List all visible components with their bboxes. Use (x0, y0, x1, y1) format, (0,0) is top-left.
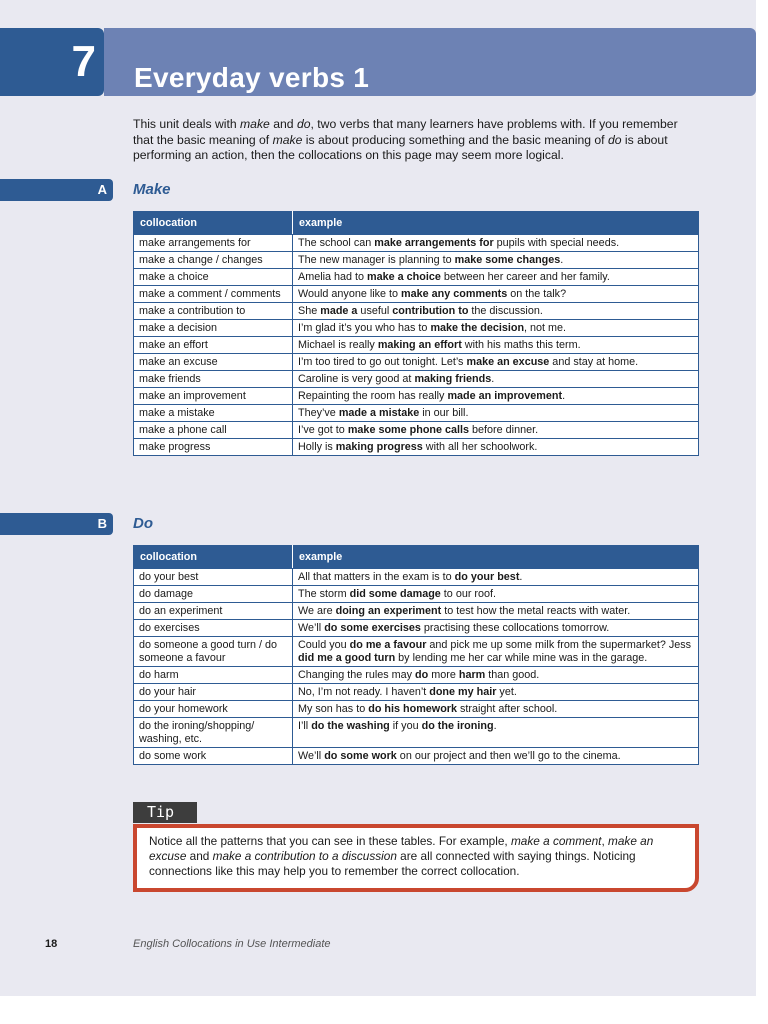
text-run: between her career and her family. (440, 271, 610, 283)
collocation-cell: do your hair (134, 684, 293, 701)
example-cell (293, 252, 699, 269)
table-row (134, 371, 699, 388)
table-row (134, 269, 699, 286)
text-run: Caroline is very good at (298, 373, 415, 385)
text-run: , two verbs that many learners have problems with. If you remember that the basic meaning of (133, 117, 678, 147)
collocation-cell: make an effort (134, 337, 293, 354)
example-cell (293, 603, 699, 620)
table-row (134, 439, 699, 456)
example-cell (293, 620, 699, 637)
collocation-cell: make a contribution to (134, 303, 293, 320)
example-cell (293, 667, 699, 684)
text-run: They’ve (298, 407, 339, 419)
collocation-cell: make an excuse (134, 354, 293, 371)
bold-text: made a mistake (338, 407, 420, 419)
text-run: and (186, 849, 213, 863)
text-run: Could you (298, 639, 350, 651)
text-run: straight after school. (457, 703, 558, 715)
example-cell (293, 320, 699, 337)
intro-paragraph (133, 117, 699, 164)
bold-text: did some damage (349, 588, 441, 600)
section-b-title: Do (133, 515, 153, 532)
text-run: I’ve got to (298, 424, 348, 436)
example-cell (293, 718, 699, 748)
text-run: . (519, 571, 523, 583)
text-run: We’ll (298, 622, 325, 634)
text-run: if you (389, 720, 422, 732)
table-row (134, 388, 699, 405)
text-run: Michael is really (298, 339, 378, 351)
tip-box (133, 824, 699, 892)
text-run: practising these collocations tomorrow. (420, 622, 610, 634)
bold-text: making an effort (377, 339, 462, 351)
text-run: to our roof. (440, 588, 497, 600)
collocation-cell: do some work (134, 748, 293, 765)
bold-text: do (415, 669, 429, 681)
table-row (134, 422, 699, 439)
example-cell (293, 569, 699, 586)
collocation-cell: make friends (134, 371, 293, 388)
collocation-cell: make a phone call (134, 422, 293, 439)
text-run: by lending me her car while mine was in the garage. (395, 652, 648, 664)
tip-label: Tip (133, 802, 197, 823)
text-run: . (491, 373, 495, 385)
bold-text: do me a favour (349, 639, 427, 651)
bold-text: do your best (454, 571, 520, 583)
table-row (134, 667, 699, 684)
table-row (134, 620, 699, 637)
table-row (134, 337, 699, 354)
example-cell (293, 748, 699, 765)
bold-text: made an improvement (447, 390, 563, 402)
text-run: We’ll (298, 750, 325, 762)
table-row (134, 684, 699, 701)
collocation-cell: do harm (134, 667, 293, 684)
title-bar (104, 28, 756, 96)
collocation-cell: make a change / changes (134, 252, 293, 269)
bold-text: make some phone calls (347, 424, 470, 436)
example-cell (293, 388, 699, 405)
bold-text: make an excuse (466, 356, 550, 368)
italic-text: do (296, 117, 311, 131)
table-row (134, 405, 699, 422)
collocation-cell: do your homework (134, 701, 293, 718)
text-run: than good. (485, 669, 540, 681)
text-run: pupils with special needs. (493, 237, 620, 249)
table-row (134, 603, 699, 620)
example-cell (293, 637, 699, 667)
example-cell (293, 422, 699, 439)
make-collocations-table (133, 211, 699, 456)
italic-text: make an excuse (149, 834, 654, 863)
collocation-cell: do damage (134, 586, 293, 603)
table-row (134, 701, 699, 718)
collocation-cell: make a decision (134, 320, 293, 337)
text-run: in our bill. (419, 407, 469, 419)
text-run: yet. (496, 686, 517, 698)
text-run: and stay at home. (549, 356, 639, 368)
unit-number: 7 (0, 28, 104, 96)
text-run: useful (357, 305, 393, 317)
example-cell (293, 684, 699, 701)
collocation-cell: do your best (134, 569, 293, 586)
text-run: before dinner. (469, 424, 539, 436)
example-cell (293, 286, 699, 303)
collocation-cell: make a comment / comments (134, 286, 293, 303)
bold-text: make any comments (401, 288, 508, 300)
column-header-collocation: collocation (134, 212, 293, 235)
text-run: the discussion. (468, 305, 543, 317)
text-run: The new manager is planning to (298, 254, 455, 266)
text-run: Notice all the patterns that you can see in these tables. For example, (149, 834, 511, 848)
text-run: Repainting the room has really (298, 390, 448, 402)
bold-text: making progress (335, 441, 423, 453)
text-run: Amelia had to (298, 271, 368, 283)
text-run: more (428, 669, 459, 681)
bold-text: doing an experiment (335, 605, 442, 617)
table-row (134, 320, 699, 337)
bold-text: contribution to (392, 305, 469, 317)
table-row (134, 252, 699, 269)
text-run: with all her schoolwork. (422, 441, 538, 453)
example-cell (293, 405, 699, 422)
text-run: The storm (298, 588, 350, 600)
collocation-cell: make a choice (134, 269, 293, 286)
text-run: Holly is (298, 441, 336, 453)
bold-text: do his homework (368, 703, 458, 715)
collocation-cell: make progress (134, 439, 293, 456)
section-b-tab: B (0, 513, 113, 535)
text-run: is about performing an action, then the collocations on this page may seem more logical. (133, 132, 668, 162)
text-run: and pick me up some milk from the supermarket? Jess (426, 639, 692, 651)
table-row (134, 354, 699, 371)
bold-text: do the washing (311, 720, 390, 732)
text-run: , not me. (524, 322, 567, 334)
column-header-collocation: collocation (134, 546, 293, 569)
example-cell (293, 303, 699, 320)
bold-text: harm (458, 669, 486, 681)
table-row (134, 303, 699, 320)
text-run: on the talk? (507, 288, 567, 300)
text-run: My son has to (298, 703, 369, 715)
bold-text: make arrangements for (374, 237, 494, 249)
bold-text: make a choice (367, 271, 441, 283)
text-run: I’m glad it’s you who has to (298, 322, 431, 334)
section-a-title: Make (133, 181, 171, 198)
text-run: I’m too tired to go out tonight. Let’s (298, 356, 467, 368)
text-run: on our project and then we’ll go to the cinema. (396, 750, 621, 762)
example-cell (293, 371, 699, 388)
text-run: No, I’m not ready. I haven’t (298, 686, 430, 698)
example-cell (293, 269, 699, 286)
do-collocations-table (133, 545, 699, 765)
table-row (134, 286, 699, 303)
text-run: She (298, 305, 321, 317)
column-header-example: example (293, 546, 699, 569)
example-cell (293, 701, 699, 718)
bold-text: do the ironing (421, 720, 494, 732)
column-header-example: example (293, 212, 699, 235)
text-run: , (601, 834, 609, 848)
text-run: is about producing something and the basic meaning of (302, 132, 608, 147)
text-run: and (269, 117, 297, 131)
example-cell (293, 586, 699, 603)
text-run: We are (298, 605, 336, 617)
collocation-cell: make arrangements for (134, 235, 293, 252)
page-title: Everyday verbs 1 (134, 62, 370, 93)
example-cell (293, 354, 699, 371)
text-run: . (493, 720, 497, 732)
example-cell (293, 337, 699, 354)
italic-text: make a comment (510, 834, 602, 848)
collocation-cell: make a mistake (134, 405, 293, 422)
example-cell (293, 439, 699, 456)
table-row (134, 718, 699, 748)
table-row (134, 235, 699, 252)
text-run: Changing the rules may (298, 669, 416, 681)
text-run: I’ll (298, 720, 312, 732)
text-run: All that matters in the exam is to (298, 571, 455, 583)
bold-text: making friends (414, 373, 492, 385)
text-run: . (560, 254, 564, 266)
italic-text: do (607, 132, 622, 147)
text-run: . (562, 390, 566, 402)
bold-text: make some changes (454, 254, 561, 266)
section-a-tab: A (0, 179, 113, 201)
text-run: to test how the metal reacts with water. (441, 605, 631, 617)
example-cell (293, 235, 699, 252)
bold-text: made a (320, 305, 358, 317)
bold-text: do some work (324, 750, 397, 762)
text-run: Would anyone like to (298, 288, 402, 300)
footer-book-title: English Collocations in Use Intermediate (133, 938, 331, 950)
text-run: This unit deals with (133, 117, 241, 131)
italic-text: make (272, 132, 303, 147)
bold-text: did me a good turn (298, 652, 396, 664)
collocation-cell: do an experiment (134, 603, 293, 620)
collocation-cell: do the ironing/shopping/ washing, etc. (134, 718, 293, 748)
table-header-row (134, 212, 699, 235)
table-header-row (134, 546, 699, 569)
collocation-cell: make an improvement (134, 388, 293, 405)
bold-text: make the decision (430, 322, 525, 334)
bold-text: done my hair (429, 686, 497, 698)
italic-text: make a contribution to a discussion (212, 849, 397, 863)
table-row (134, 748, 699, 765)
table-row (134, 569, 699, 586)
page-number: 18 (45, 938, 58, 950)
table-row (134, 637, 699, 667)
italic-text: make (240, 117, 270, 131)
text-run: are all connected with saying things. Noticing connections like this may help you to remember the correct collocation. (149, 849, 636, 878)
collocation-cell: do someone a good turn / do someone a favour (134, 637, 293, 667)
table-row (134, 586, 699, 603)
bold-text: do some exercises (324, 622, 421, 634)
text-run: with his maths this term. (461, 339, 581, 351)
text-run: The school can (298, 237, 375, 249)
collocation-cell: do exercises (134, 620, 293, 637)
